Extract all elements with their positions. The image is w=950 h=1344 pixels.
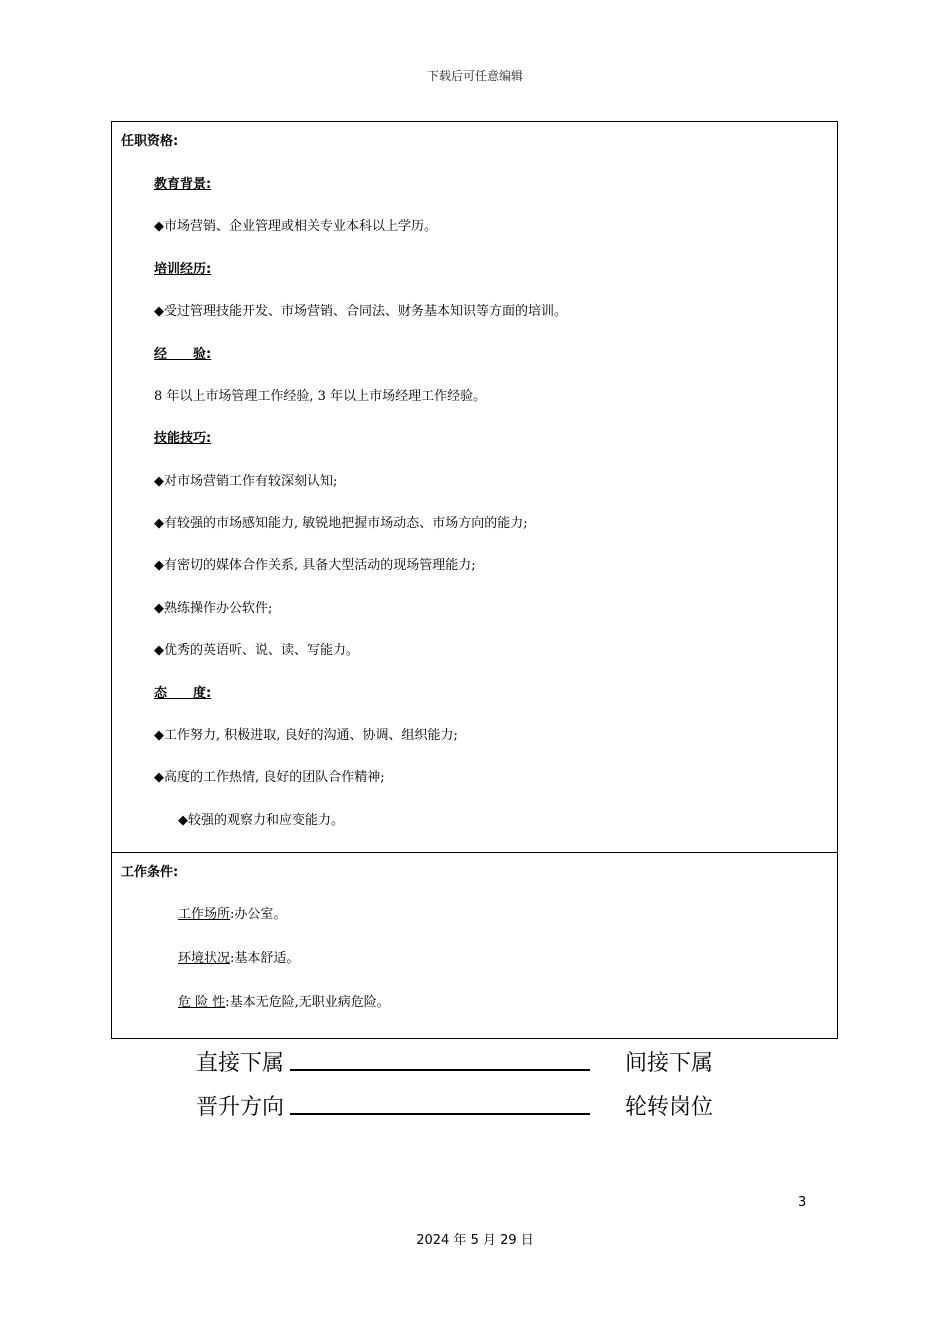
- experience-label: 经 验:: [154, 347, 212, 362]
- conditions-cell: [111, 852, 838, 1039]
- skills-item: ◆有较强的市场感知能力, 敏锐地把握市场动态、市场方向的能力;: [154, 516, 528, 531]
- footer-date: 2024 年 5 月 29 日: [416, 1233, 534, 1248]
- training-label: 培训经历:: [154, 262, 212, 277]
- promotion-direction-blank[interactable]: [290, 1113, 590, 1115]
- indirect-subordinate-label: 间接下属: [625, 1051, 714, 1076]
- training-text: ◆受过管理技能开发、市场营销、合同法、财务基本知识等方面的培训。: [154, 304, 567, 319]
- education-label: 教育背景:: [154, 177, 212, 192]
- condition-value: :办公室。: [230, 907, 287, 922]
- condition-row-hazard: [178, 991, 390, 1010]
- condition-row-environment: [178, 947, 299, 966]
- condition-row-workplace: [178, 903, 286, 922]
- qualifications-title: 任职资格:: [121, 134, 179, 149]
- skills-label: 技能技巧:: [154, 431, 212, 446]
- page-header-note: 下载后可任意编辑: [426, 69, 523, 83]
- condition-label: 环境状况: [178, 951, 231, 966]
- rotation-position-label: 轮转岗位: [625, 1095, 714, 1120]
- attitude-item: ◆工作努力, 积极进取, 良好的沟通、协调、组织能力;: [154, 728, 458, 743]
- direct-subordinate-blank[interactable]: [290, 1069, 590, 1071]
- promotion-direction-label: 晋升方向: [196, 1095, 285, 1120]
- condition-value: :基本舒适。: [230, 951, 300, 966]
- skills-item: ◆对市场营销工作有较深刻认知;: [154, 474, 338, 489]
- attitude-label: 态 度:: [154, 686, 212, 701]
- skills-item: ◆有密切的媒体合作关系, 具备大型活动的现场管理能力;: [154, 558, 476, 573]
- attitude-item: ◆较强的观察力和应变能力。: [178, 813, 344, 828]
- condition-label: 工作场所: [178, 907, 231, 922]
- education-text: ◆市场营销、企业管理或相关专业本科以上学历。: [154, 219, 437, 234]
- attitude-item: ◆高度的工作热情, 良好的团队合作精神;: [154, 770, 385, 785]
- direct-subordinate-label: 直接下属: [196, 1051, 285, 1076]
- condition-label: 危 险 性: [178, 995, 226, 1010]
- conditions-title: 工作条件:: [121, 865, 179, 880]
- skills-item: ◆熟练操作办公软件;: [154, 601, 273, 616]
- condition-value: :基本无危险,无职业病危险。: [225, 995, 390, 1010]
- skills-item: ◆优秀的英语听、说、读、写能力。: [154, 643, 359, 658]
- experience-text: 8 年以上市场管理工作经验, 3 年以上市场经理工作经验。: [154, 389, 487, 404]
- page-number: 3: [798, 1195, 807, 1210]
